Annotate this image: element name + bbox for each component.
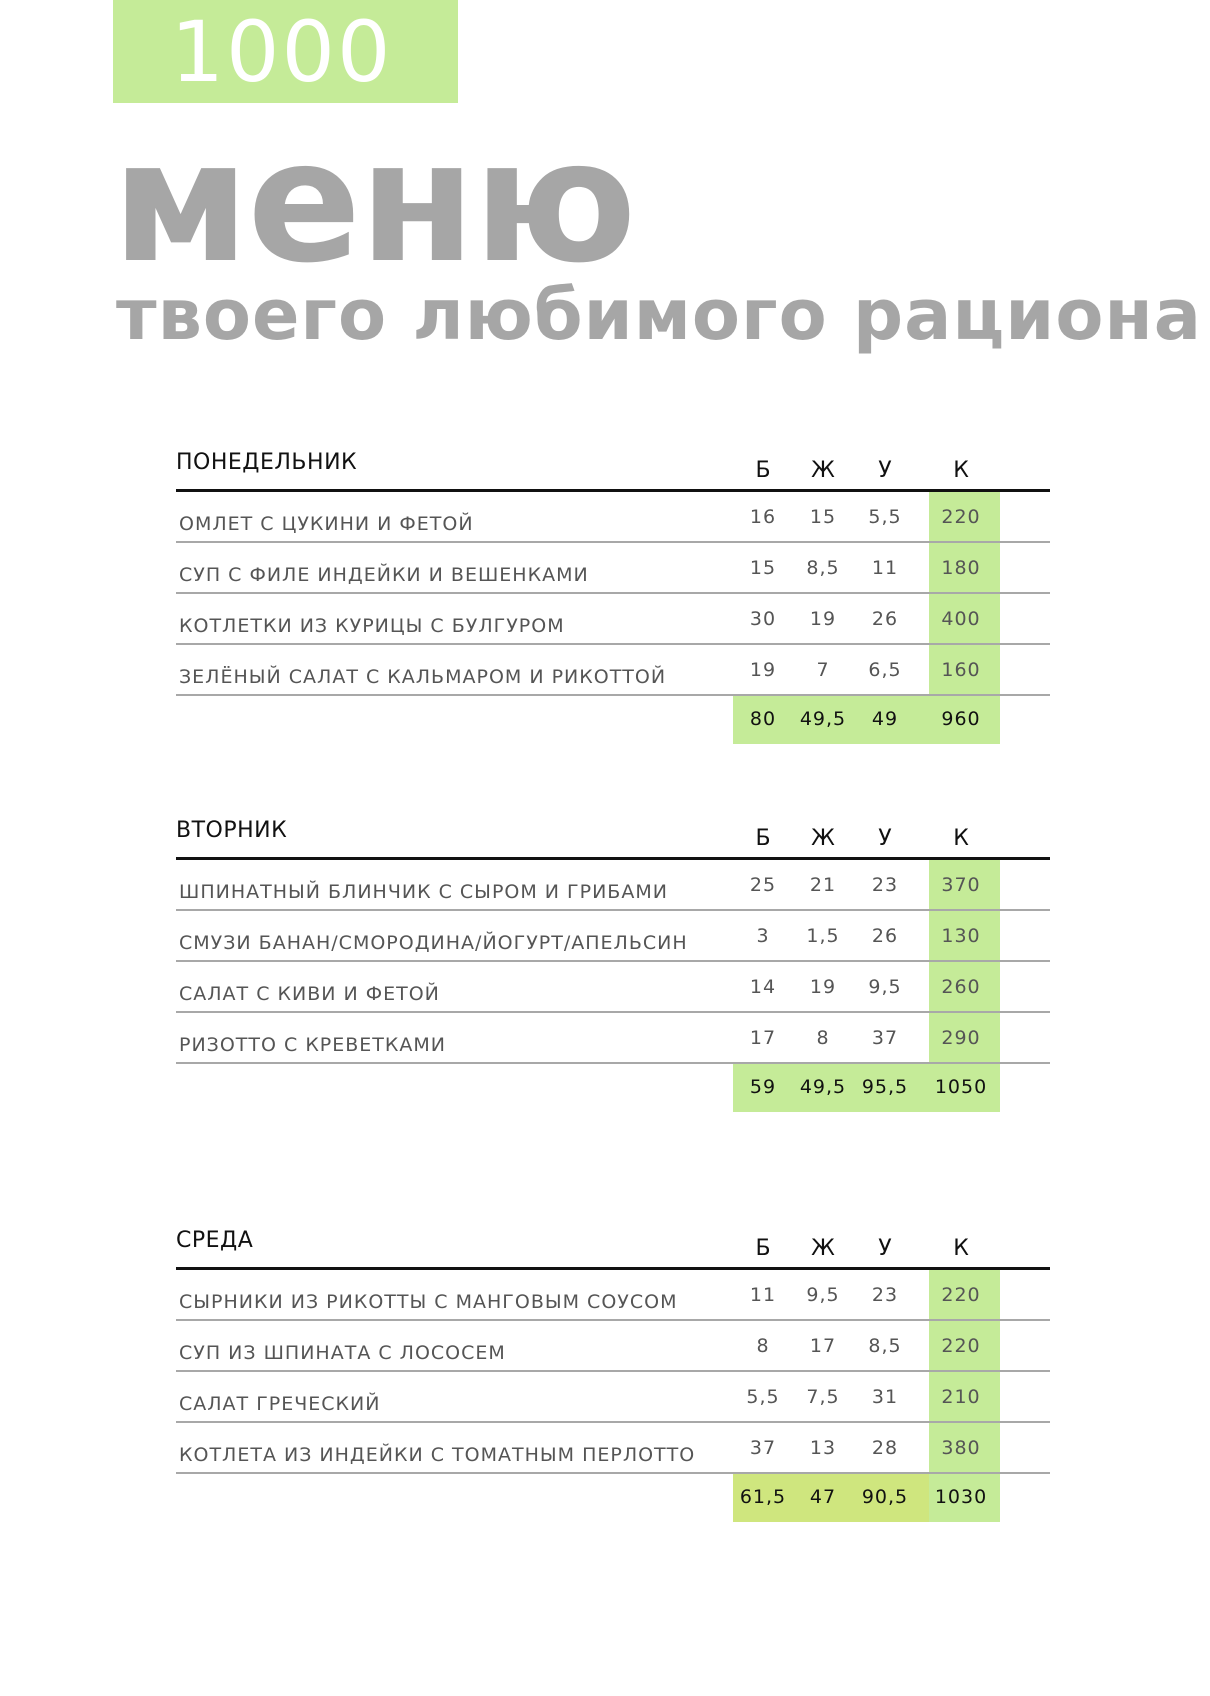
nutrient-value-zh: 15 <box>809 506 837 528</box>
nutrient-value-k: 180 <box>941 557 981 579</box>
column-header: Б <box>755 458 771 483</box>
column-header: К <box>953 1236 969 1261</box>
nutrient-value-k: 220 <box>941 1335 981 1357</box>
nutrient-value-u: 28 <box>871 1437 899 1459</box>
nutrient-value-u: 6,5 <box>868 659 902 681</box>
column-header: Ж <box>811 458 835 483</box>
meal-row <box>176 962 1050 1013</box>
nutrient-value-k: 160 <box>941 659 981 681</box>
column-header: Б <box>755 1236 771 1261</box>
nutrient-value-b: 14 <box>749 976 777 998</box>
meal-row <box>176 492 1050 543</box>
nutrient-value-zh: 7 <box>816 659 830 681</box>
nutrient-value-u: 37 <box>871 1027 899 1049</box>
meal-name: ШПИНАТНЫЙ БЛИНЧИК С СЫРОМ И ГРИБАМИ <box>179 881 668 903</box>
total-value-k: 960 <box>941 708 981 730</box>
nutrient-value-u: 26 <box>871 925 899 947</box>
nutrient-value-b: 30 <box>749 608 777 630</box>
meal-name: СУП ИЗ ШПИНАТА С ЛОСОСЕМ <box>179 1342 506 1364</box>
column-header: Б <box>755 826 771 851</box>
meal-name: РИЗОТТО С КРЕВЕТКАМИ <box>179 1034 447 1056</box>
day-title: ПОНЕДЕЛЬНИК <box>176 450 358 475</box>
total-value-k: 1030 <box>934 1486 988 1508</box>
meal-name: КОТЛЕТА ИЗ ИНДЕЙКИ С ТОМАТНЫМ ПЕРЛОТТО <box>179 1444 696 1466</box>
nutrient-value-u: 31 <box>871 1386 899 1408</box>
calorie-badge <box>113 0 458 103</box>
totals-row <box>733 1474 1000 1522</box>
day-section <box>176 450 1050 770</box>
totals-row <box>733 696 1000 744</box>
meal-row <box>176 543 1050 594</box>
meal-row <box>176 1423 1050 1474</box>
total-value-u: 90,5 <box>861 1486 909 1508</box>
column-header: У <box>878 826 892 851</box>
meal-row <box>176 645 1050 696</box>
day-section <box>176 818 1050 1138</box>
nutrient-value-b: 3 <box>756 925 770 947</box>
meal-name: САЛАТ ГРЕЧЕСКИЙ <box>179 1393 381 1415</box>
nutrient-value-zh: 21 <box>809 874 837 896</box>
day-title: ВТОРНИК <box>176 818 288 843</box>
nutrient-value-k: 130 <box>941 925 981 947</box>
nutrient-value-b: 11 <box>749 1284 777 1306</box>
nutrient-value-u: 8,5 <box>868 1335 902 1357</box>
meal-row <box>176 1372 1050 1423</box>
nutrient-value-k: 220 <box>941 506 981 528</box>
total-value-b: 61,5 <box>739 1486 787 1508</box>
nutrient-value-zh: 13 <box>809 1437 837 1459</box>
nutrient-value-zh: 9,5 <box>806 1284 840 1306</box>
nutrient-value-zh: 8 <box>816 1027 830 1049</box>
nutrient-value-b: 16 <box>749 506 777 528</box>
nutrient-value-k: 380 <box>941 1437 981 1459</box>
nutrient-value-zh: 19 <box>809 976 837 998</box>
nutrient-value-b: 5,5 <box>746 1386 780 1408</box>
nutrient-value-k: 400 <box>941 608 981 630</box>
total-value-zh: 49,5 <box>799 1076 847 1098</box>
day-title: СРЕДА <box>176 1228 254 1253</box>
nutrient-value-u: 23 <box>871 1284 899 1306</box>
nutrient-value-b: 17 <box>749 1027 777 1049</box>
column-header: Ж <box>811 826 835 851</box>
total-value-u: 49 <box>871 708 899 730</box>
meal-row <box>176 1270 1050 1321</box>
totals-row <box>733 1064 1000 1112</box>
nutrient-value-u: 23 <box>871 874 899 896</box>
page-subtitle: твоего любимого рациона <box>116 274 1203 356</box>
meal-row <box>176 1013 1050 1064</box>
nutrient-value-b: 15 <box>749 557 777 579</box>
nutrient-value-k: 290 <box>941 1027 981 1049</box>
total-value-u: 95,5 <box>861 1076 909 1098</box>
column-header: Ж <box>811 1236 835 1261</box>
nutrient-value-zh: 17 <box>809 1335 837 1357</box>
meal-name: СУП С ФИЛЕ ИНДЕЙКИ И ВЕШЕНКАМИ <box>179 564 589 586</box>
meal-name: ЗЕЛЁНЫЙ САЛАТ С КАЛЬМАРОМ И РИКОТТОЙ <box>179 666 667 688</box>
nutrient-value-b: 19 <box>749 659 777 681</box>
calorie-badge-text: 1000 <box>170 2 393 101</box>
nutrient-value-zh: 7,5 <box>806 1386 840 1408</box>
nutrient-value-u: 11 <box>871 557 899 579</box>
meal-name: СМУЗИ БАНАН/СМОРОДИНА/ЙОГУРТ/АПЕЛЬСИН <box>179 932 688 954</box>
nutrient-value-u: 9,5 <box>868 976 902 998</box>
day-section <box>176 1228 1050 1548</box>
total-value-zh: 47 <box>809 1486 837 1508</box>
meal-name: ОМЛЕТ С ЦУКИНИ И ФЕТОЙ <box>179 513 474 535</box>
nutrient-value-k: 210 <box>941 1386 981 1408</box>
total-value-b: 59 <box>749 1076 777 1098</box>
nutrient-value-zh: 19 <box>809 608 837 630</box>
meal-row <box>176 860 1050 911</box>
meal-name: СЫРНИКИ ИЗ РИКОТТЫ С МАНГОВЫМ СОУСОМ <box>179 1291 678 1313</box>
meal-row <box>176 1321 1050 1372</box>
total-value-zh: 49,5 <box>799 708 847 730</box>
meal-row <box>176 594 1050 645</box>
meal-name: КОТЛЕТКИ ИЗ КУРИЦЫ С БУЛГУРОМ <box>179 615 565 637</box>
nutrient-value-zh: 8,5 <box>806 557 840 579</box>
nutrient-value-k: 370 <box>941 874 981 896</box>
page-title: меню <box>112 104 635 300</box>
nutrient-value-k: 260 <box>941 976 981 998</box>
nutrient-value-b: 37 <box>749 1437 777 1459</box>
total-value-k: 1050 <box>934 1076 988 1098</box>
nutrient-value-k: 220 <box>941 1284 981 1306</box>
column-header: К <box>953 458 969 483</box>
nutrient-value-u: 26 <box>871 608 899 630</box>
total-value-b: 80 <box>749 708 777 730</box>
meal-name: САЛАТ С КИВИ И ФЕТОЙ <box>179 983 440 1005</box>
nutrient-value-zh: 1,5 <box>806 925 840 947</box>
column-header: У <box>878 1236 892 1261</box>
column-header: К <box>953 826 969 851</box>
meal-row <box>176 911 1050 962</box>
nutrient-value-b: 8 <box>756 1335 770 1357</box>
nutrient-value-u: 5,5 <box>868 506 902 528</box>
nutrient-value-b: 25 <box>749 874 777 896</box>
column-header: У <box>878 458 892 483</box>
